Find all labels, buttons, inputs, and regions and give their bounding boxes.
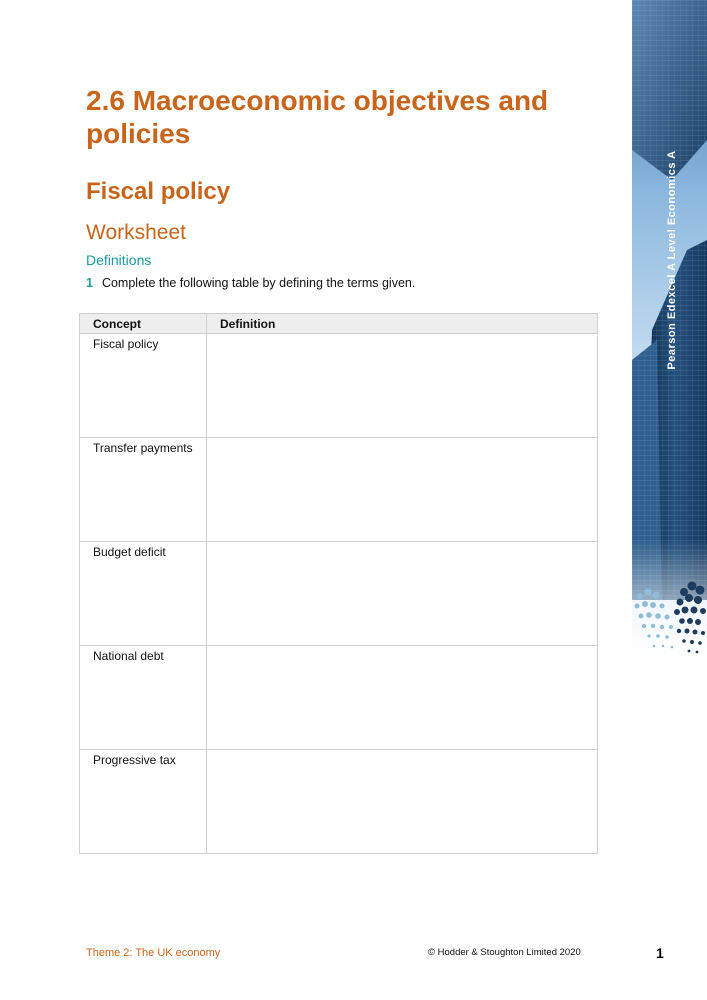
table-row (80, 646, 598, 750)
header-definition: Definition (207, 314, 598, 334)
concept-cell: National debt (80, 646, 207, 750)
table-row (80, 750, 598, 854)
table-row (80, 334, 598, 438)
definition-cell[interactable] (207, 334, 598, 438)
document-title: 2.6 Macroeconomic objectives and policies (86, 85, 549, 149)
instruction-text: Complete the following table by defining the terms given. (101, 276, 416, 290)
definition-cell[interactable] (207, 438, 598, 542)
concept-cell: Fiscal policy (80, 334, 207, 438)
concept-cell: Budget deficit (80, 542, 207, 646)
document-subtitle: Fiscal policy (86, 178, 231, 205)
page-number: 1 (656, 945, 664, 961)
concept-cell: Progressive tax (80, 750, 207, 854)
concept-cell: Transfer payments (80, 438, 207, 542)
table-header-row (80, 314, 598, 334)
subsection-heading: Definitions (86, 252, 152, 268)
table-row (80, 438, 598, 542)
definition-cell[interactable] (207, 542, 598, 646)
definition-cell[interactable] (207, 646, 598, 750)
footer-copyright: © Hodder & Stoughton Limited 2020 (428, 947, 581, 958)
definitions-table (79, 313, 598, 854)
definition-cell[interactable] (207, 750, 598, 854)
header-concept: Concept (80, 314, 207, 334)
section-heading: Worksheet (86, 221, 186, 244)
footer-theme: Theme 2: The UK economy (86, 947, 221, 959)
table-row (80, 542, 598, 646)
instruction (86, 276, 415, 290)
question-number: 1 (86, 276, 93, 290)
sidebar-series-title: Pearson Edexcel A Level Economics A (666, 150, 678, 370)
